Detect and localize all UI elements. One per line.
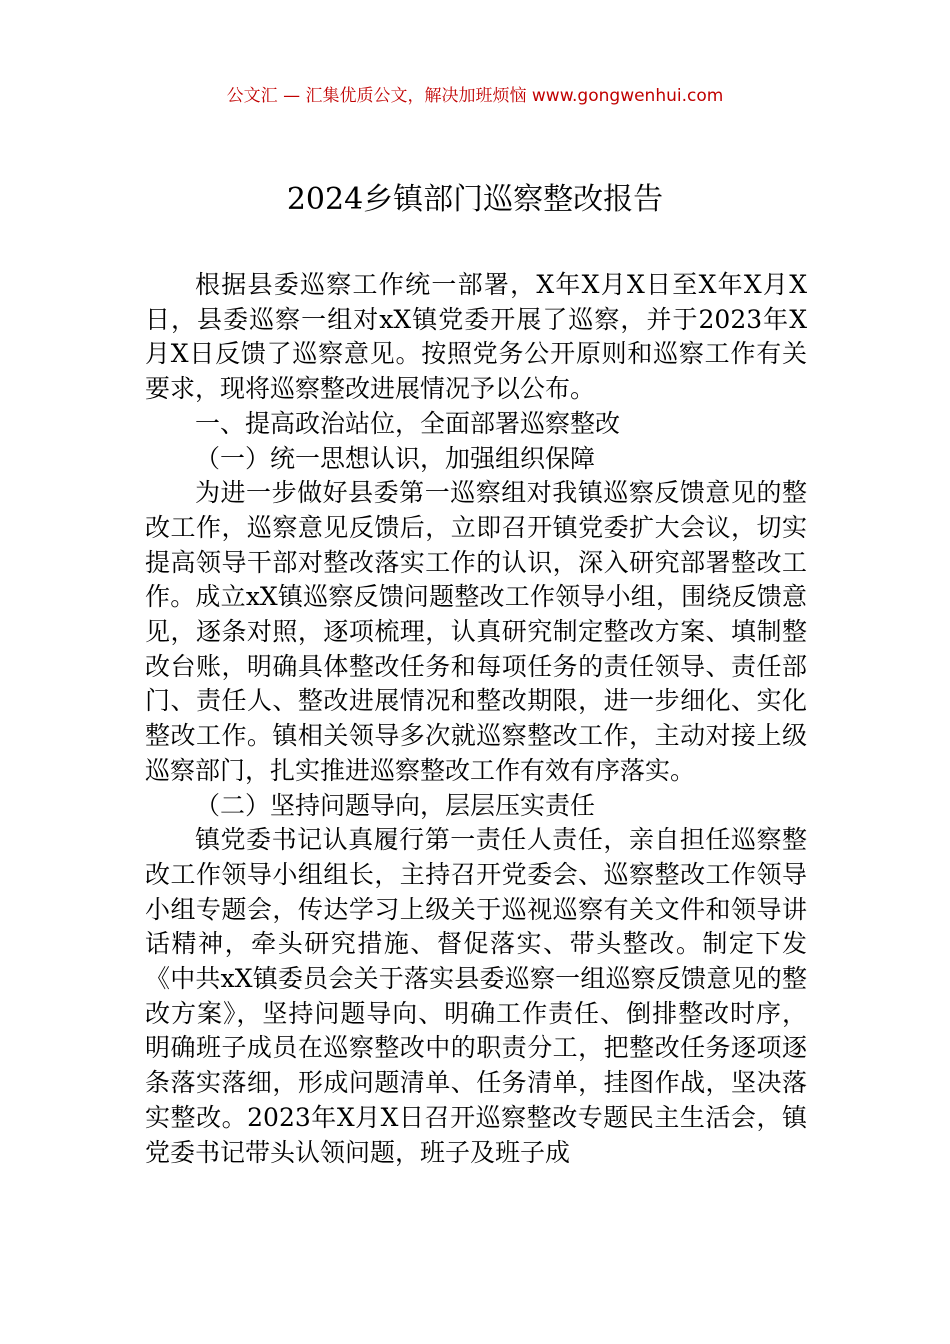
document-body bbox=[145, 268, 807, 1170]
section-heading-1: 一、提高政治站位，全面部署巡察整改 bbox=[195, 408, 621, 438]
paragraph-body-1: 为进一步做好县委第一巡察组对我镇巡察反馈意见的整改工作，巡察意见反馈后，立即召开镇党委扩大会议，切实提高领导干部对整改落实工作的认识，深入研究部署整改工作。成立xX镇巡察反馈问题整改工作领导小组，围绕反馈意见，逐条对照，逐项梳理，认真研究制定整改方案、填制整改台账，明确具体整改任务和每项任务的责任领导、责任部门、责任人、整改进展情况和整改期限，进一步细化、实化整改工作。镇相关领导多次就巡察整改工作，主动对接上级巡察部门，扎实推进巡察整改工作有效有序落实。 bbox=[145, 478, 807, 785]
paragraph-intro: 根据县委巡察工作统一部署，X年X月X日至X年X月X日，县委巡察一组对xX镇党委开展了巡察，并于2023年X月X日反馈了巡察意见。按照党务公开原则和巡察工作有关要求，现将巡察整改进展情况予以公布。 bbox=[145, 270, 807, 404]
document-title: 2024乡镇部门巡察整改报告 bbox=[286, 182, 664, 217]
paragraph-body-2: 镇党委书记认真履行第一责任人责任，亲自担任巡察整改工作领导小组组长，主持召开党委会、巡察整改工作领导小组专题会，传达学习上级关于巡视巡察有关文件和领导讲话精神，牵头研究措施、督促落实、带头整改。制定下发《中共xX镇委员会关于落实县委巡察一组巡察反馈意见的整改方案》，坚持问题导向、明确工作责任、倒排整改时序，明确班子成员在巡察整改中的职责分工，把整改任务逐项逐条落实落细，形成问题清单、任务清单，挂图作战，坚决落实整改。2023年X月X日召开巡察整改专题民主生活会，镇党委书记带头认领问题，班子及班子成 bbox=[145, 825, 807, 1167]
subsection-heading-1: （一）统一思想认识，加强组织保障 bbox=[195, 443, 596, 473]
header-banner: 公文汇 — 汇集优质公文，解决加班烦恼 www.gongwenhui.com bbox=[226, 86, 724, 106]
subsection-heading-2: （二）坚持问题导向，层层压实责任 bbox=[195, 790, 596, 820]
